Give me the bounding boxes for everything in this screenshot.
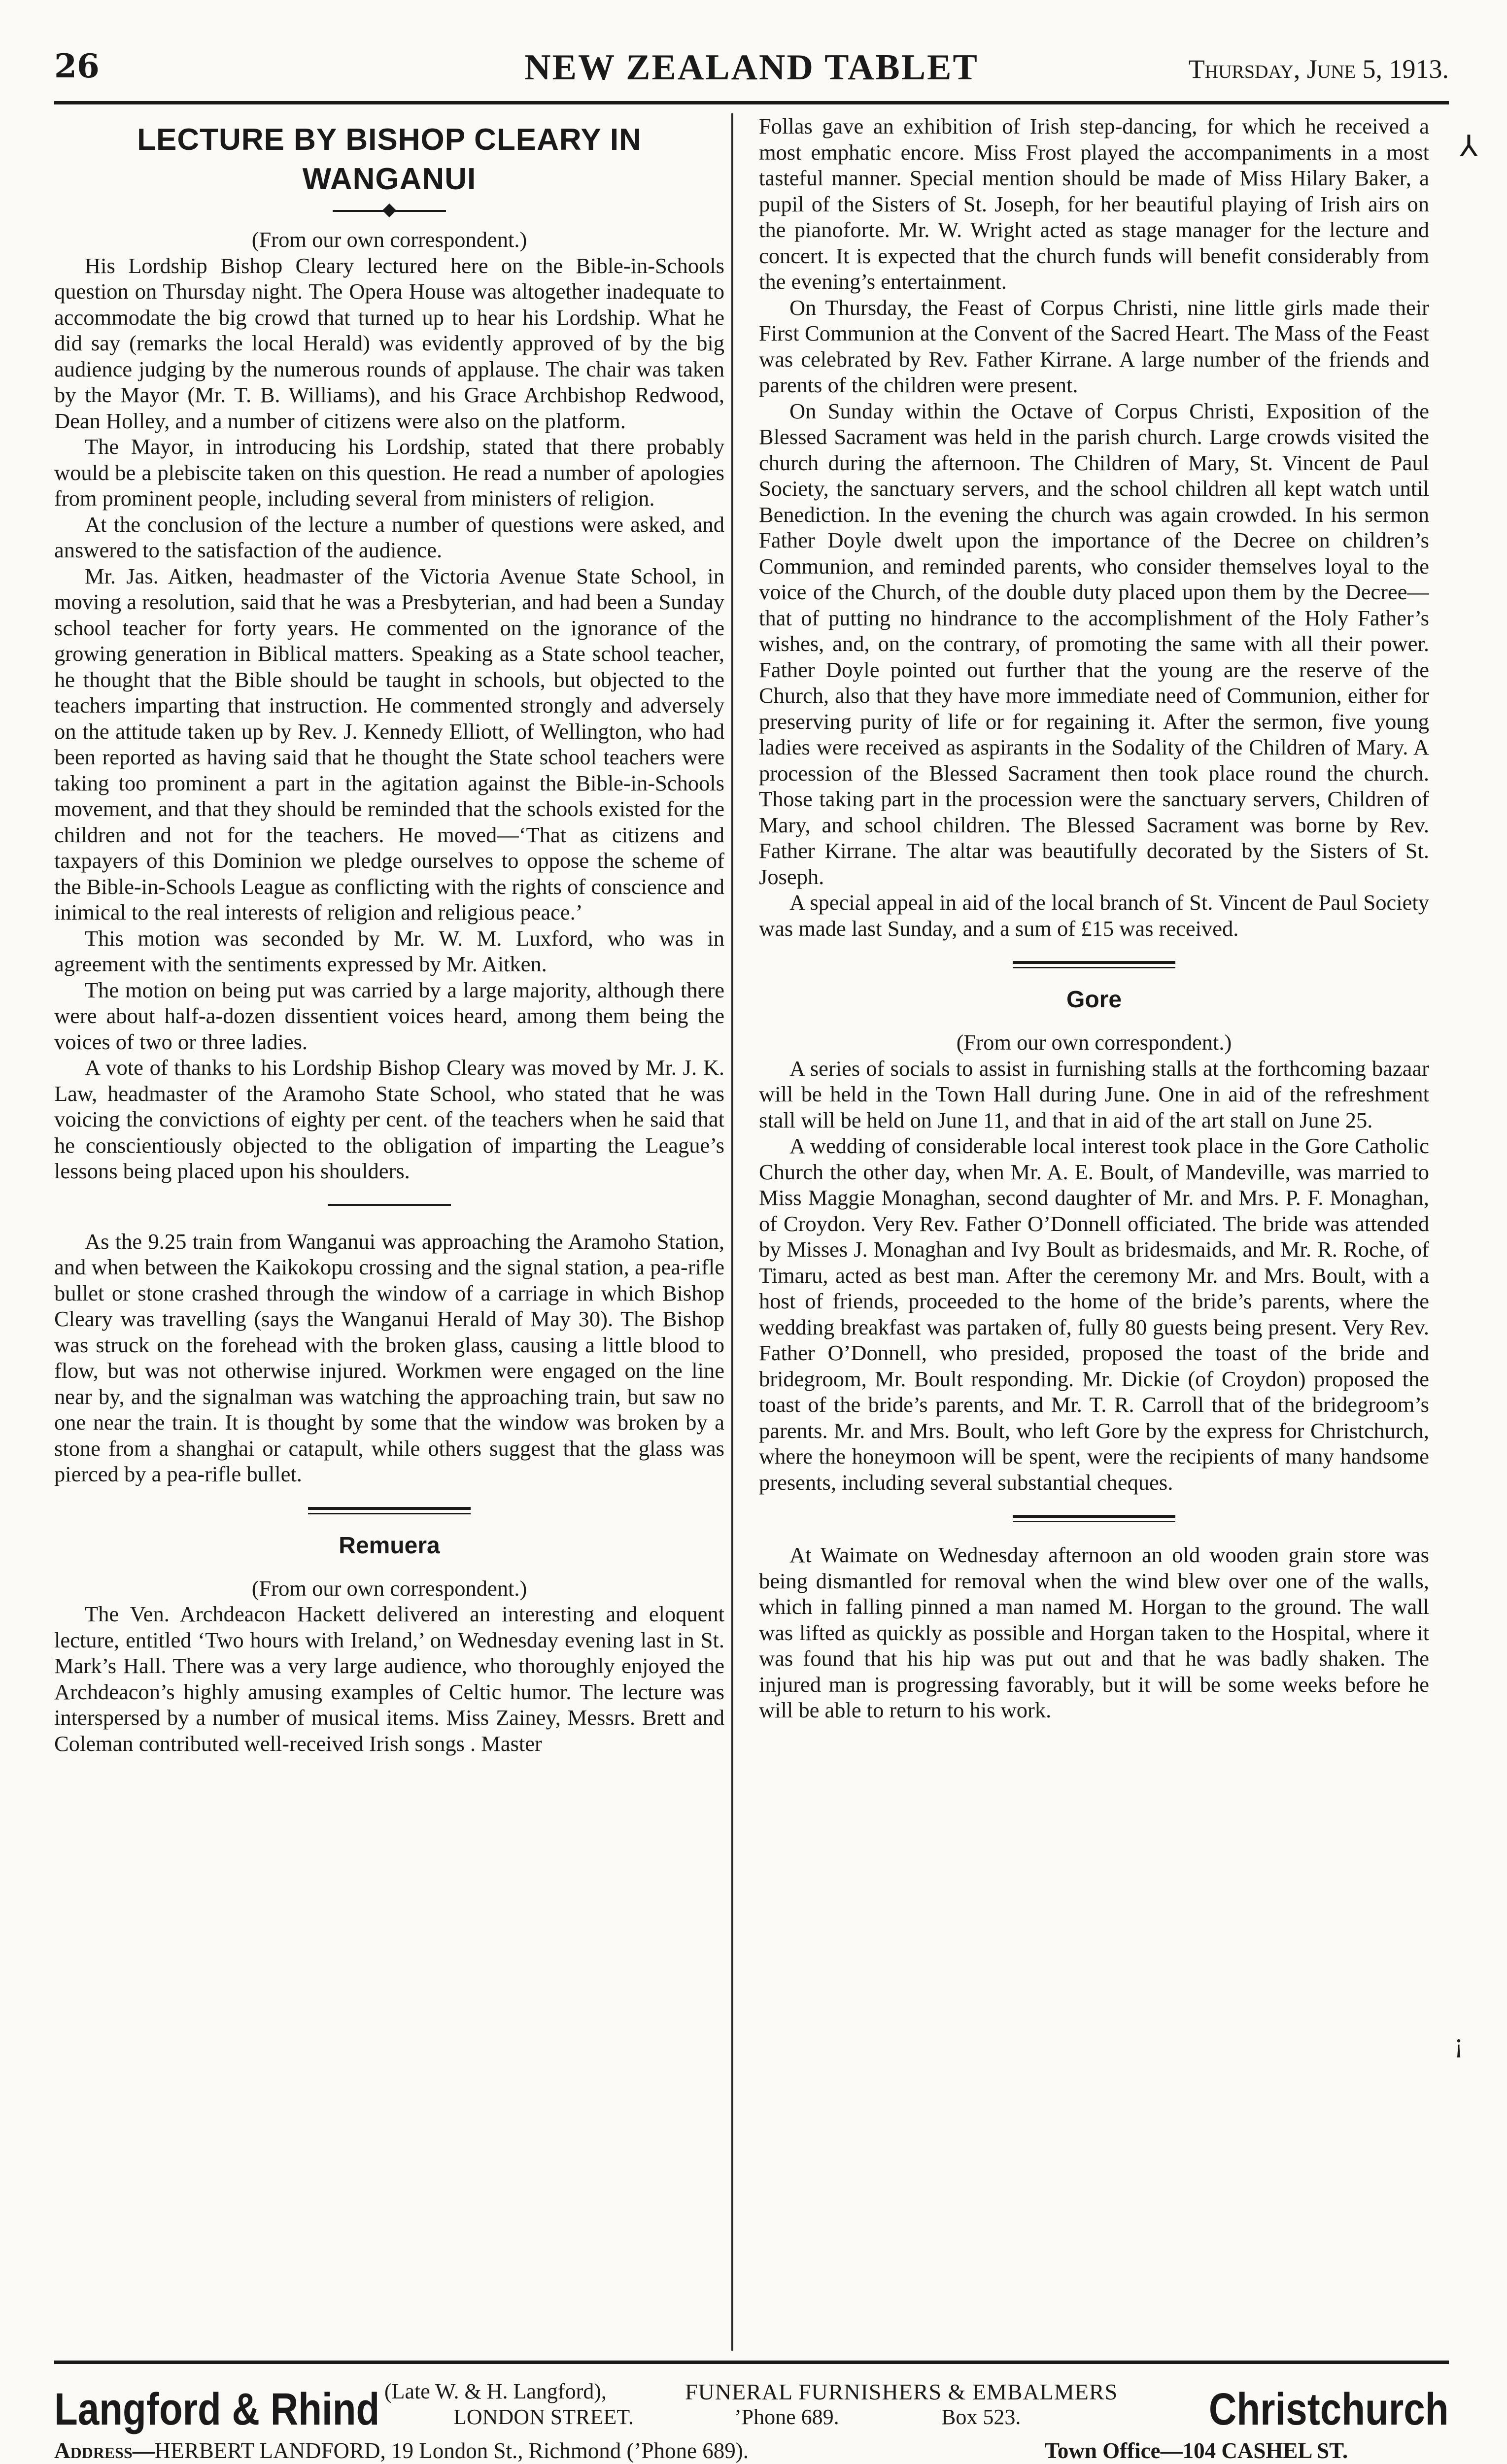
headline-ornament (333, 203, 446, 218)
paragraph: His Lordship Bishop Cleary lectured here on the Bible-in-Schools question on Thursday night. The Opera House was altogether inadequate to accommodate the big crowd that turned up to hear his Lordship. What he did say (remarks the local Herald) was evidently approved of by the big audience judging by the numerous rounds of applause. The chair was taken by the Mayor (Mr. T. B. Williams), and his Grace Archbishop Redwood, Dean Holley, and a number of citizens were also on the platform. (54, 253, 724, 433)
article-headline: LECTURE BY BISHOP CLEARY IN WANGANUI (137, 123, 642, 196)
byline: (From our own correspondent.) (251, 1575, 527, 1601)
paragraph: A series of socials to assist in furnishing stalls at the forthcoming bazaar will be held in the Town Hall during June. One in aid of the refreshment stall will be held on June 11, and that in aid of the art stall on June 25. (759, 1056, 1429, 1132)
dateline: Thursday, June 5, 1913. (1188, 54, 1449, 84)
paragraph: At the conclusion of the lecture a number of questions were asked, and answered to the satisfaction of the audience. (54, 512, 724, 562)
page-header (54, 47, 1449, 104)
double-rule-divider (308, 1507, 471, 1514)
ad-address (54, 2438, 749, 2464)
ad-address-text: HERBERT LANDFORD, 19 London St., Richmond (’Phone 689). (154, 2438, 749, 2463)
paragraph: Mr. Jas. Aitken, headmaster of the Victoria Avenue State School, in moving a resolution, said that he was a Presbyterian, and had been a Sunday school teacher for forty years. He commented on the ignorance of the growing generation in Biblical matters. Speaking as a State school teacher, he thought that the Bible should be taught in schools, but objected to the teachers imparting that instruction. He commented strongly and adversely on the attitude taken up by Rev. J. Kennedy Elliott, of Wellington, who had been reported as having said that he thought the State school teachers were taking too prominent a part in the agitation against the Bible-in-Schools movement, and that they should be reminded that the schools existed for the children and not for the teachers. He moved—‘That as citizens and taxpayers of this Dominion we pledge ourselves to oppose the scheme of the Bible-in-Schools League as conflicting with the rights of conscience and inimical to the real interests of religion and religious peace.’ (54, 563, 724, 924)
byline: (From our own correspondent.) (251, 227, 527, 252)
section-divider (328, 1204, 451, 1206)
section-heading-gore: Gore (1066, 987, 1122, 1013)
paragraph: The motion on being put was carried by a large majority, although there were about half-a-dozen dissentient voices heard, among them being the voices of two or three ladies. (54, 977, 724, 1054)
paragraph: The Ven. Archdeacon Hackett delivered an interesting and eloquent lecture, entitled ‘Two hours with Ireland,’ on Wednesday evening last in St. Mark’s Hall. There was a very large audience, who thoroughly enjoyed the Archdeacon’s highly amusing examples of Celtic humor. The lecture was interspersed by a number of musical items. Miss Zainey, Messrs. Brett and Coleman contributed well-received Irish songs . Master (54, 1602, 724, 1756)
section-heading-remuera: Remuera (339, 1532, 440, 1559)
paragraph: On Sunday within the Octave of Corpus Christi, Exposition of the Blessed Sacrament was held in the parish church. Large crowds visited the church during the afternoon. The Children of Mary, St. Vincent de Paul Society, the sanctuary servers, and the school children all kept watch until Benediction. In the evening the church was again crowded. In his sermon Father Doyle dwelt upon the importance of the Decree on children’s Communion, and reminded parents, who consider themselves loyal to the voice of the Church, of the double duty placed upon them by the Decree—that of putting no hindrance to the accomplishment of the Holy Father’s wishes, and, on the contrary, of promoting the same with all their power. Father Doyle pointed out further that the young are the reserve of the Church, also that they have more immediate need of Communion, either for preserving purity of life or for regaining it. After the sermon, five young ladies were received as aspirants in the Sodality of the Children of Mary. A procession of the Blessed Sacrament then took place round the church. Those taking part in the procession were the sanctuary servers, Children of Mary, and school children. The Blessed Sacrament was borne by Rev. Father Kirrane. The altar was beautifully decorated by the Sisters of St. Joseph. (759, 398, 1429, 889)
byline: (From our own correspondent.) (956, 1030, 1232, 1055)
ad-street: LONDON STREET. (453, 2405, 634, 2429)
ad-address-label: Address— (54, 2438, 155, 2463)
ad-firm-name: Langford & Rhind (54, 2384, 380, 2434)
ad-city: Christchurch (1209, 2384, 1449, 2434)
paragraph: A special appeal in aid of the local branch of St. Vincent de Paul Society was made last Sunday, and a sum of £15 was received. (759, 890, 1429, 941)
left-column (54, 113, 724, 2361)
ad-town-office: Town Office—104 CASHEL ST. (1045, 2438, 1348, 2463)
paragraph: Follas gave an exhibition of Irish step-dancing, for which he received a most emphatic encore. Miss Frost played the accompaniments in a most tasteful manner. Special mention should be made of Miss Hilary Baker, a pupil of the Sisters of St. Joseph, for her beautiful playing of Irish airs on the pianoforte. Mr. W. Wright acted as stage manager for the lecture and concert. It is expected that the church funds will benefit considerably from the evening’s entertainment. (759, 114, 1429, 294)
margin-mark: ⅄ (1460, 129, 1478, 164)
right-column (759, 113, 1429, 2361)
column-rule (731, 113, 733, 2351)
paragraph: A vote of thanks to his Lordship Bishop Cleary was moved by Mr. J. K. Law, headmaster of the Aramoho State School, who stated that he was voicing the convictions of eighty per cent. of the teachers when he said that he conscientiously objected to the obligation of imparting the League’s lessons being placed upon his shoulders. (54, 1055, 724, 1183)
page-number: 26 (54, 47, 100, 85)
paragraph: As the 9.25 train from Wanganui was approaching the Aramoho Station, and when between the Kaikokopu crossing and the signal station, a pea-rifle bullet or stone crashed through the window of a carriage in which Bishop Cleary was travelling (says the Wanganui Herald of May 30). The Bishop was struck on the forehead with the broken glass, causing a little blood to flow, but was not otherwise injured. Workmen were engaged on the line near by, and the signalman was watching the approaching train, but saw no one near the train. It is thought by some that the window was broken by a stone from a shanghai or catapult, while others suggest that the glass was pierced by a pea-rifle bullet. (54, 1229, 724, 1486)
advertisement-banner (54, 2361, 1449, 2464)
double-rule-divider (1013, 1515, 1175, 1522)
margin-mark: ¡ (1454, 2030, 1464, 2059)
ad-phone: ’Phone 689. (734, 2405, 839, 2429)
paragraph: The Mayor, in introducing his Lordship, stated that there probably would be a plebiscite taken on this question. He read a number of apologies from prominent people, including several from ministers of religion. (54, 434, 724, 511)
ad-trade: FUNERAL FURNISHERS & EMBALMERS (685, 2379, 1118, 2404)
ad-box: Box 523. (941, 2405, 1021, 2429)
paragraph: On Thursday, the Feast of Corpus Christi, nine little girls made their First Communion at the Convent of the Sacred Heart. The Mass of the Feast was celebrated by Rev. Father Kirrane. A large number of the friends and parents of the children were present. (759, 295, 1429, 397)
paragraph: This motion was seconded by Mr. W. M. Luxford, who was in agreement with the sentiments expressed by Mr. Aitken. (54, 925, 724, 976)
double-rule-divider (1013, 961, 1175, 968)
ad-late-note: (Late W. & H. Langford), (384, 2379, 607, 2403)
paragraph: At Waimate on Wednesday afternoon an old wooden grain store was being dismantled for removal when the wind blew over one of the walls, which in falling pinned a man named M. Horgan to the ground. The wall was lifted as quickly as possible and Horgan taken to the Hospital, where it was found that his hip was put out and that he was badly shaken. The injured man is progressing favorably, but it will be some weeks before he will be able to return to his work. (759, 1542, 1429, 1722)
paragraph: A wedding of considerable local interest took place in the Gore Catholic Church the other day, when Mr. A. E. Boult, of Mandeville, was married to Miss Maggie Monaghan, second daughter of Mr. and Mrs. P. F. Monaghan, of Croydon. Very Rev. Father O’Donnell officiated. The bride was attended by Misses J. Monaghan and Ivy Boult as bridesmaids, and Mr. R. Roche, of Timaru, acted as best man. After the ceremony Mr. and Mrs. Boult, with a host of friends, proceeded to the home of the bride’s parents, where the wedding breakfast was partaken of, fully 80 guests being present. Very Rev. Father O’Donnell, who presided, proposed the toast of the bride and bridegroom, Mr. Boult responding. Mr. Dickie (of Croydon) proposed the toast of the bride’s parents, and Mr. T. R. Carroll that of the bridegroom’s parents. Mr. and Mrs. Boult, who left Gore by the express for Christchurch, where the honeymoon will be spent, were the recipients of many handsome presents, including several substantial cheques. (759, 1133, 1429, 1495)
masthead: NEW ZEALAND TABLET (524, 47, 979, 88)
